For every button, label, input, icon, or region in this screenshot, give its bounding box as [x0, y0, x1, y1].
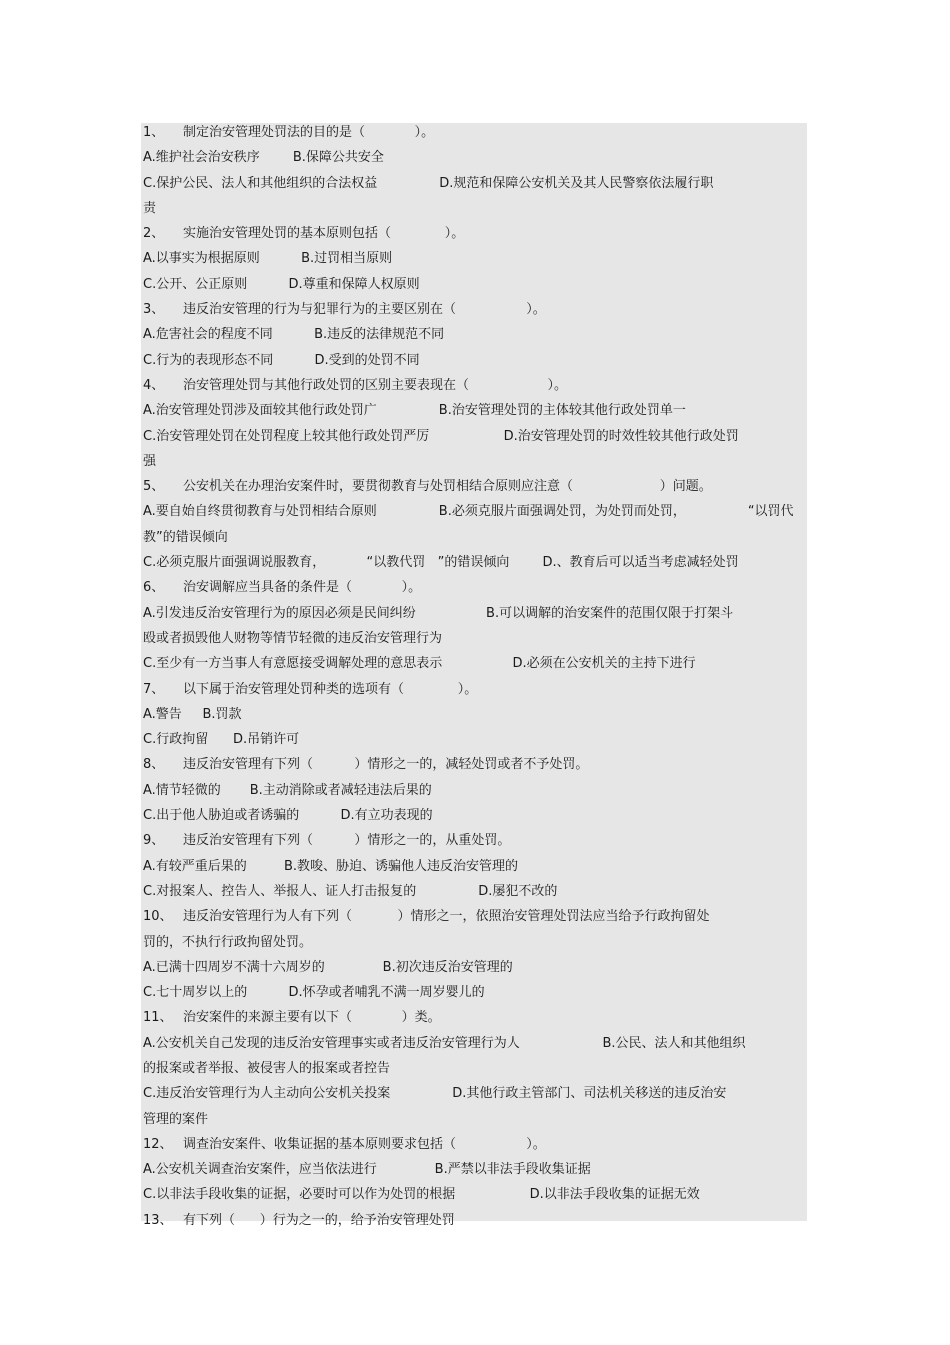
question-title: [143, 904, 807, 929]
question-title: [143, 221, 807, 246]
question-number: 6、: [143, 580, 165, 596]
question-title: [143, 120, 807, 145]
question-number: 10、: [143, 909, 173, 925]
answer-option-line: A.警告 B.罚款: [143, 706, 242, 722]
answer-option-line: 责: [143, 200, 157, 216]
question-number: 1、: [143, 125, 165, 140]
answer-option-line: 强: [143, 453, 157, 469]
question-title: [143, 1005, 807, 1030]
question-number: 12、: [143, 1136, 173, 1152]
answer-option-line: C.七十周岁以上的 D.怀孕或者哺乳不满一周岁婴儿的: [143, 985, 485, 1001]
answer-option-line: A.有较严重后果的 B.教唆、胁迫、诱骗他人违反治安管理的: [143, 858, 519, 874]
answer-option-line: A.治安管理处罚涉及面较其他行政处罚广 B.治安管理处罚的主体较其他行政处罚单一: [143, 403, 686, 419]
question-number: 9、: [143, 833, 165, 849]
question-title: [143, 575, 807, 600]
answer-option-line: A.情节轻微的 B.主动消除或者减轻违法后果的: [143, 782, 432, 798]
question-title: [143, 297, 807, 322]
question-number: 2、: [143, 226, 165, 242]
answer-option-line: A.已满十四周岁不满十六周岁的 B.初次违反治安管理的: [143, 959, 513, 975]
answer-option-line: C.出于他人胁迫或者诱骗的 D.有立功表现的: [143, 808, 433, 824]
answer-option-line: C.至少有一方当事人有意愿接受调解处理的意思表示 D.必须在公安机关的主持下进行: [143, 656, 696, 672]
answer-option-line: C.必须克服片面强调说服教育， “以教代罚 ”的错误倾向 D.、教育后可以适当考虑减轻处罚: [143, 555, 739, 571]
question-text: 违反治安管理有下列（ ）情形之一的，从重处罚。: [183, 833, 511, 849]
answer-option-line: C.对报案人、控告人、举报人、证人打击报复的 D.屡犯不改的: [143, 883, 558, 899]
question-title: [143, 752, 807, 777]
answer-option-line: C.以非法手段收集的证据，必要时可以作为处罚的根据 D.以非法手段收集的证据无效: [143, 1187, 700, 1203]
question-text: 公安机关在办理治安案件时，要贯彻教育与处罚相结合原则应注意（ ）问题。: [183, 479, 712, 495]
question-number: 3、: [143, 302, 165, 318]
question-number: 7、: [143, 681, 165, 697]
answer-option-line: 罚的，不执行行政拘留处罚。: [143, 934, 313, 950]
answer-option-line: A.要自始自终贯彻教育与处罚相结合原则 B.必须克服片面强调处罚，为处罚而处罚， “以罚代: [143, 504, 794, 520]
question-title: [143, 677, 807, 702]
answer-option-line: A.维护社会治安秩序 B.保障公共安全: [143, 150, 384, 166]
question-title: [143, 1208, 807, 1233]
question-text: 治安管理处罚与其他行政处罚的区别主要表现在（ ）。: [183, 377, 568, 393]
question-text: 有下列（ ）行为之一的，给予治安管理处罚: [183, 1212, 455, 1228]
answer-option-line: A.公安机关调查治安案件，应当依法进行 B.严禁以非法手段收集证据: [143, 1162, 591, 1178]
question-text: 治安案件的来源主要有以下（ ）类。: [183, 1010, 441, 1026]
question-text: 违反治安管理有下列（ ）情形之一的，减轻处罚或者不予处罚。: [183, 757, 589, 773]
answer-option-line: C.违反治安管理行为人主动向公安机关投案 D.其他行政主管部门、司法机关移送的违反治安: [143, 1086, 727, 1102]
question-title: [143, 474, 807, 499]
answer-option-line: C.行政拘留 D.吊销许可: [143, 732, 300, 748]
question-title: [143, 1132, 807, 1157]
question-list: [143, 120, 807, 1233]
question-text: 调查治安案件、收集证据的基本原则要求包括（ ）。: [183, 1136, 546, 1152]
question-number: 8、: [143, 757, 165, 773]
question-number: 11、: [143, 1010, 173, 1026]
question-number: 5、: [143, 479, 165, 495]
answer-option-line: C.行为的表现形态不同 D.受到的处罚不同: [143, 352, 420, 368]
answer-option-line: 管理的案件: [143, 1111, 209, 1127]
answer-option-line: 教”的错误倾向: [143, 529, 228, 545]
answer-option-line: A.公安机关自己发现的违反治安管理事实或者违反治安管理行为人 B.公民、法人和其他组织: [143, 1035, 746, 1051]
answer-option-line: 殴或者损毁他人财物等情节轻微的违反治安管理行为: [143, 630, 443, 646]
question-title: [143, 828, 807, 853]
question-text: 实施治安管理处罚的基本原则包括（ ）。: [183, 226, 465, 242]
answer-option-line: C.公开、公正原则 D.尊重和保障人权原则: [143, 276, 420, 292]
question-number: 13、: [143, 1212, 173, 1228]
question-text: 治安调解应当具备的条件是（ ）。: [183, 580, 422, 596]
answer-option-line: A.引发违反治安管理行为的原因必须是民间纠纷 B.可以调解的治安案件的范围仅限于打架斗: [143, 605, 734, 621]
question-text: 违反治安管理行为人有下列（ ）情形之一，依照治安管理处罚法应当给予行政拘留处: [183, 909, 710, 925]
answer-option-line: C.保护公民、法人和其他组织的合法权益 D.规范和保障公安机关及其人民警察依法履行职: [143, 175, 714, 191]
answer-option-line: A.危害社会的程度不同 B.违反的法律规范不同: [143, 327, 445, 343]
question-number: 4、: [143, 377, 165, 393]
question-text: 制定治安管理处罚法的目的是（ ）。: [183, 125, 435, 140]
answer-option-line: 的报案或者举报、被侵害人的报案或者控告: [143, 1060, 391, 1076]
answer-option-line: A.以事实为根据原则 B.过罚相当原则: [143, 251, 393, 267]
question-title: [143, 373, 807, 398]
answer-option-line: C.治安管理处罚在处罚程度上较其他行政处罚严厉 D.治安管理处罚的时效性较其他行政处罚: [143, 428, 739, 444]
question-text: 以下属于治安管理处罚种类的选项有（ ）。: [183, 681, 478, 697]
question-text: 违反治安管理的行为与犯罪行为的主要区别在（ ）。: [183, 302, 546, 318]
